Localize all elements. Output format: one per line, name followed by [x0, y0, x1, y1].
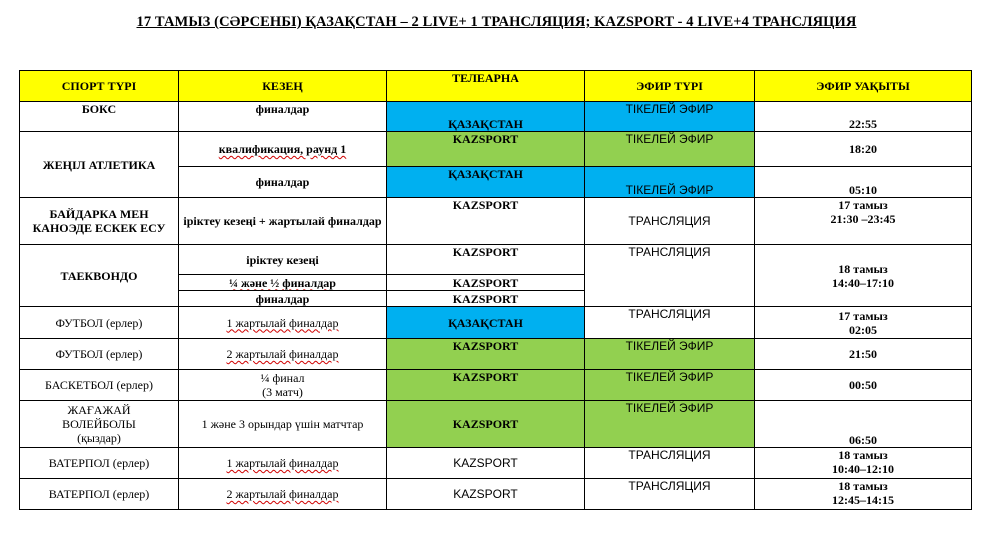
air-date: 17 тамыз: [838, 308, 888, 323]
channel-cell: ҚАЗАҚСТАН: [387, 102, 585, 132]
stage-cell: [179, 479, 387, 510]
sport-cell: БАСКЕТБОЛ (ерлер): [20, 370, 179, 401]
header-broadcast-type: ЭФИР ТҮРІ: [585, 71, 755, 102]
air-time-range: 10:40–12:10: [832, 462, 894, 476]
stage-cell: финалдар: [179, 291, 387, 307]
sport-cell: ВАТЕРПОЛ (ерлер): [20, 448, 179, 479]
channel-cell: KAZSPORT: [387, 401, 585, 448]
stage-text: 2 жартылай финалдар: [226, 487, 339, 501]
air-time-cell: 00:50: [755, 370, 972, 401]
sport-cell: ТАЕКВОНДО: [20, 245, 179, 307]
channel-cell: KAZSPORT: [387, 245, 585, 275]
air-time-cell: [755, 307, 972, 339]
stage-cell: [179, 307, 387, 339]
air-time-cell: [755, 448, 972, 479]
channel-cell: KAZSPORT: [387, 132, 585, 167]
broadcast-type-cell: ТІКЕЛЕЙ ЭФИР: [585, 102, 755, 132]
air-time-cell: 18:20: [755, 132, 972, 167]
air-date: 18 тамыз: [838, 261, 888, 276]
stage-cell: іріктеу кезеңі + жартылай финалдар: [179, 198, 387, 245]
page-title: 17 ТАМЫЗ (СӘРСЕНБІ) ҚАЗАҚСТАН – 2 LIVE+ 1 ТРАНСЛЯЦИЯ; KAZSPORT - 4 LIVE+4 ТРАНСЛЯЦИЯ: [136, 14, 857, 30]
table-row: [20, 370, 972, 401]
sport-cell: [20, 401, 179, 448]
sport-cell: БАЙДАРКА МЕН КАНОЭДЕ ЕСКЕК ЕСУ: [20, 198, 179, 245]
table-row: [20, 479, 972, 510]
stage-cell: [179, 132, 387, 167]
sport-line: (қыздар): [77, 431, 121, 445]
channel-cell: ҚАЗАҚСТАН: [387, 167, 585, 198]
stage-cell: финалдар: [179, 167, 387, 198]
air-date: 18 тамыз: [838, 479, 888, 493]
table-row: [20, 198, 972, 245]
sport-cell: ЖЕҢІЛ АТЛЕТИКА: [20, 132, 179, 198]
air-time-cell: 05:10: [755, 167, 972, 198]
channel-cell: KAZSPORT: [387, 339, 585, 370]
air-time-cell: [755, 479, 972, 510]
table-row: [20, 307, 972, 339]
sport-cell: ВАТЕРПОЛ (ерлер): [20, 479, 179, 510]
air-date: 18 тамыз: [838, 448, 888, 462]
stage-cell: [179, 275, 387, 291]
stage-cell: финалдар: [179, 102, 387, 132]
broadcast-type-cell: ТРАНСЛЯЦИЯ: [585, 245, 755, 307]
air-time-range: 21:30 –23:45: [830, 212, 896, 226]
broadcast-type-cell: ТІКЕЛЕЙ ЭФИР: [585, 370, 755, 401]
header-stage: КЕЗЕҢ: [179, 71, 387, 102]
stage-text: 2 жартылай финалдар: [226, 347, 339, 361]
air-date: 17 тамыз: [838, 198, 888, 212]
stage-cell: [179, 448, 387, 479]
channel-cell: ҚАЗАҚСТАН: [387, 307, 585, 339]
broadcast-type-cell: ТІКЕЛЕЙ ЭФИР: [585, 132, 755, 167]
stage-text: ¼ және ½ финалдар: [229, 275, 336, 290]
broadcast-type-cell: ТІКЕЛЕЙ ЭФИР: [585, 339, 755, 370]
table-row: [20, 401, 972, 448]
table-row: [20, 339, 972, 370]
air-time-range: 14:40–17:10: [832, 275, 894, 290]
stage-text: квалификация, раунд 1: [218, 142, 347, 156]
broadcast-type-cell: ТРАНСЛЯЦИЯ: [585, 448, 755, 479]
stage-line: ¼ финал: [260, 371, 305, 385]
header-air-time: ЭФИР УАҚЫТЫ: [755, 71, 972, 102]
table-row: [20, 245, 972, 275]
sport-line: ЖАҒАЖАЙ: [67, 403, 131, 417]
channel-cell: KAZSPORT: [387, 370, 585, 401]
air-time-cell: 21:50: [755, 339, 972, 370]
stage-cell: 1 және 3 орындар үшін матчтар: [179, 401, 387, 448]
sport-cell: БОКС: [20, 102, 179, 132]
stage-line: (3 матч): [262, 385, 303, 399]
stage-text: 1 жартылай финалдар: [226, 315, 339, 330]
stage-cell: іріктеу кезеңі: [179, 245, 387, 275]
header-channel: ТЕЛЕАРНА: [387, 71, 585, 102]
channel-cell: KAZSPORT: [387, 448, 585, 479]
broadcast-type-cell: ТІКЕЛЕЙ ЭФИР: [585, 401, 755, 448]
table-row: [20, 448, 972, 479]
air-time-range: 12:45–14:15: [832, 493, 894, 507]
channel-cell: KAZSPORT: [387, 291, 585, 307]
channel-cell: KAZSPORT: [387, 275, 585, 291]
broadcast-type-cell: ТРАНСЛЯЦИЯ: [585, 198, 755, 245]
sport-cell: ФУТБОЛ (ерлер): [20, 339, 179, 370]
stage-cell: [179, 339, 387, 370]
stage-cell: [179, 370, 387, 401]
broadcast-type-cell: ТРАНСЛЯЦИЯ: [585, 307, 755, 339]
header-sport: СПОРТ ТҮРІ: [20, 71, 179, 102]
channel-cell: KAZSPORT: [387, 479, 585, 510]
air-time-range: 02:05: [849, 322, 877, 337]
air-time-cell: [755, 198, 972, 245]
table-header-row: [20, 71, 972, 102]
air-time-cell: 06:50: [755, 401, 972, 448]
sport-cell: ФУТБОЛ (ерлер): [20, 307, 179, 339]
sport-line: ВОЛЕЙБОЛЫ: [62, 417, 136, 431]
table-row: [20, 132, 972, 167]
air-time-cell: [755, 245, 972, 307]
table-row: [20, 102, 972, 132]
broadcast-schedule-table: [19, 70, 972, 510]
air-time-cell: 22:55: [755, 102, 972, 132]
channel-cell: KAZSPORT: [387, 198, 585, 245]
stage-text: 1 жартылай финалдар: [226, 456, 339, 470]
broadcast-type-cell: ТРАНСЛЯЦИЯ: [585, 479, 755, 510]
broadcast-type-cell: ТІКЕЛЕЙ ЭФИР: [585, 167, 755, 198]
